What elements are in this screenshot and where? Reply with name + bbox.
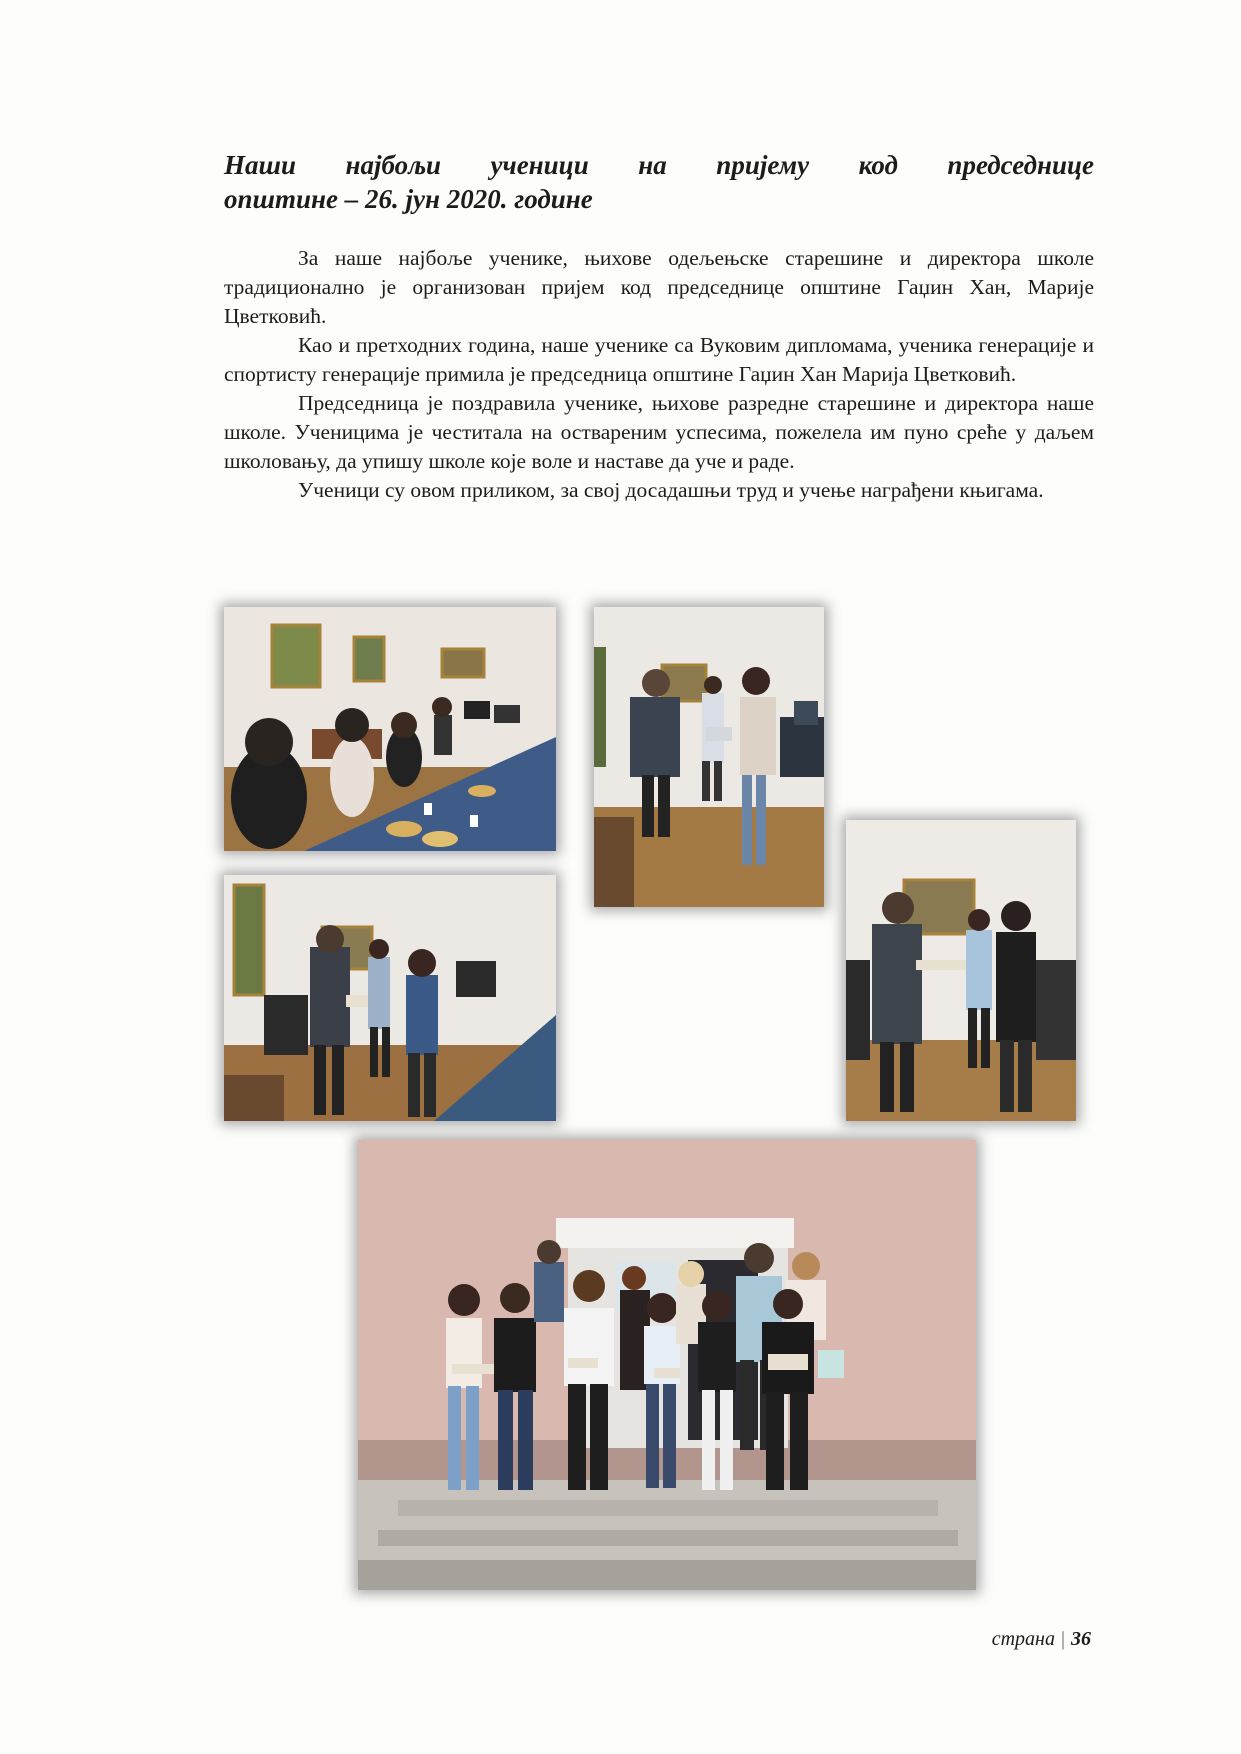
photo-group-outside: [358, 1140, 976, 1590]
page-footer: [992, 1628, 1091, 1651]
page-number: 36: [1071, 1628, 1091, 1650]
page-title: Наши најбољи ученици на пријему код председнице: [224, 150, 1094, 180]
photo-award-boy: [846, 820, 1076, 1121]
page-title-continued: општине – 26. јун 2020. године: [224, 184, 593, 214]
paragraph: Као и претходних година, наше ученике са Вуковим дипломама, ученика генерације и спортисту генерације примила је председница општине Гаџин Хан Марија Цветковић.: [224, 333, 1094, 386]
article-body: [224, 244, 1094, 505]
photo-books-handover: [224, 875, 556, 1121]
paragraph: За наше најбоље ученике, њихове одељењске старешине и директора школе традиционално је организован пријем код председнице општине Гаџин Хан, Марије Цветковић.: [224, 246, 1094, 328]
photo-handshake-girl: [594, 607, 824, 907]
page-separator: |: [1060, 1628, 1065, 1650]
paragraph: Председница је поздравила ученике, њихове разредне старешине и директора наше школе. Ученицима је честитала на оствареним успесима, пожелела им пуно среће у даљем школовању, да упишу школе које воле и наставе да уче и раде.: [224, 391, 1094, 473]
photo-students-at-table: [224, 607, 556, 851]
paragraph: Ученици су овом приликом, за свој досадашњи труд и учење награђени књигама.: [298, 478, 1044, 502]
page-label: страна: [991, 1628, 1055, 1650]
